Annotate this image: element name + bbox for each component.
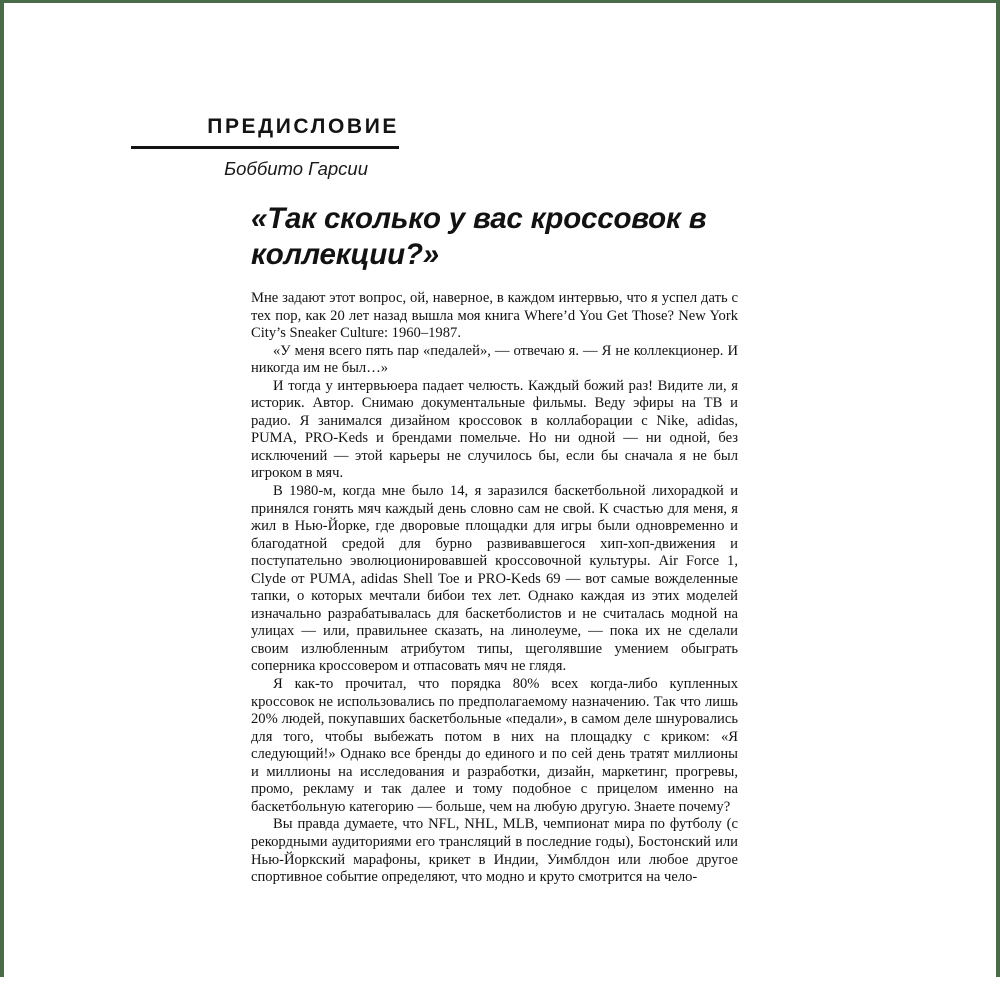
body-paragraph: В 1980-м, когда мне было 14, я заразился баскетбольной лихорадкой и принялся гонять мяч каждый день словно сам не свой. К счастью для меня, я жил в Нью-Йорке, где дворовые площадки для игры были одновременно и благодатной средой для бурно развивавшегося хип-хоп-движения и поступательно эволюционировавшей кроссовочной культуры. Air Force 1, Clyde от PUMA, adidas Shell Toe и PRO-Keds 69 — вот самые вожделенные тапки, о которых мечтали бибои тех лет. Однако каждая из этих моделей изначально разрабатывалась для баскетболистов и не считалась модной на улицах — или, правильнее сказать, на линолеуме, — пока их не сделали своим излюбленным атрибутом типы, щеголявшие умением обыграть соперника кроссовером и отпасовать мяч не глядя. [251,483,738,675]
chapter-header [131,116,399,179]
author-byline: Боббито Гарсии [224,158,368,179]
body-paragraph: Вы правда думаете, что NFL, NHL, MLB, чемпионат мира по футболу (с рекордными аудиториями его трансляций в последние годы), Бостонский или Нью-Йоркский марафоны, крикет в Индии, Уимблдон или любое другое спортивное событие определяют, что модно и круто смотрится на чело- [251,816,738,886]
body-text-column [251,290,738,887]
body-paragraph: «У меня всего пять пар «педалей», — отвечаю я. — Я не коллекционер. И никогда им не был…» [251,342,738,377]
body-paragraph: Я как-то прочитал, что порядка 80% всех когда-либо купленных кроссовок не использовались по предполагаемому назначению. Так что лишь 20% людей, покупавших баскетбольные «педали», в самом деле шнуровались для того, чтобы выбежать потом в них на площадку с криком: «Я следующий!» Однако все бренды до единого и по сей день тратят миллионы и миллионы на исследования и разработки, дизайн, маркетинг, прогревы, промо, рекламу и так далее и тому подобное с прицелом именно на баскетбольную категорию — больше, чем на любую другую. Знаете почему? [251,676,738,815]
chapter-divider-rule [131,146,399,149]
chapter-label: ПРЕДИСЛОВИЕ [207,115,399,138]
body-paragraph: Мне задают этот вопрос, ой, наверное, в каждом интервью, что я успел дать с тех пор, как 20 лет назад вышла моя книга Where’d You Get Those? New York City’s Sneaker Culture: 1960–1987. [251,290,738,342]
body-paragraph: И тогда у интервьюера падает челюсть. Каждый божий раз! Видите ли, я историк. Автор. Снимаю документальные фильмы. Веду эфиры на ТВ и радио. Я занимался дизайном кроссовок в коллаборации с Nike, adidas, PUMA, PRO-Keds и брендами помельче. Но ни одной — ни одной, без исключений — этой карьеры не случилось бы, если бы сначала я не был игроком в мяч. [251,377,738,482]
page-title: «Так сколько у вас кроссовок в коллекции?» [251,202,707,271]
